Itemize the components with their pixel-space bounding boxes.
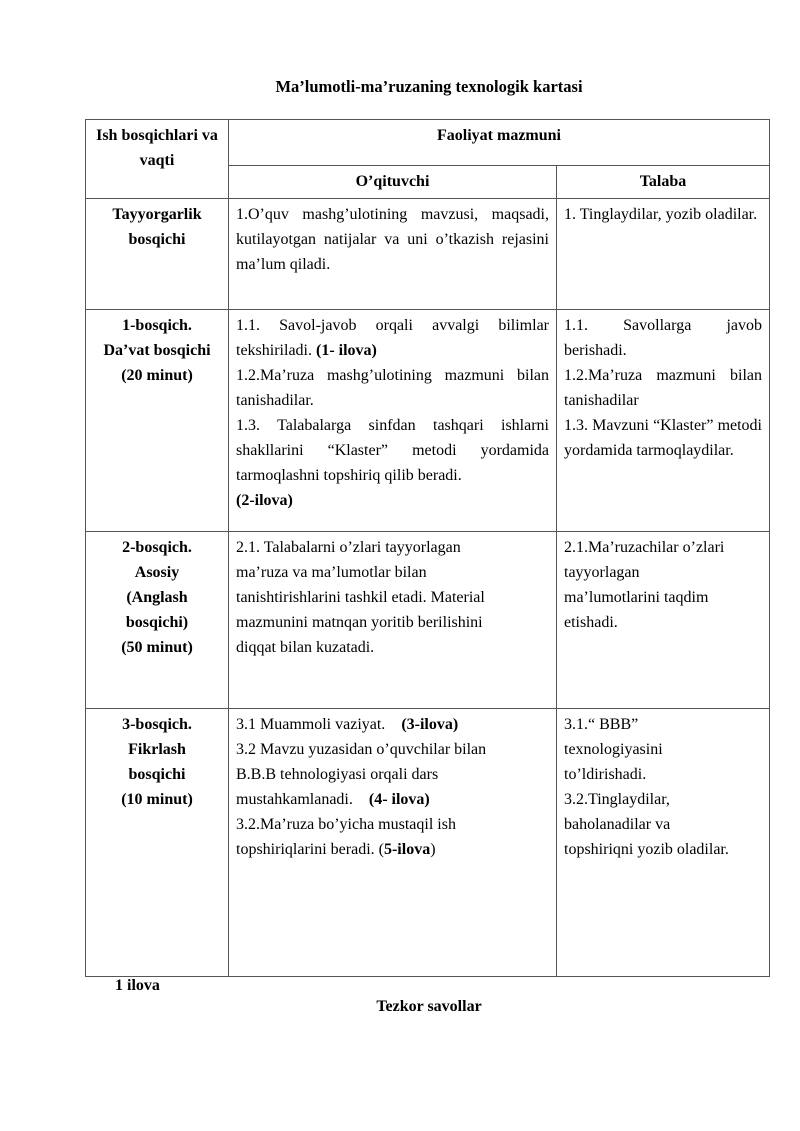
teacher-cell: 1.O’quv mashg’ulotining mavzusi, maqsadi, kutilayotgan natijalar va uni o’tkazish rejasini ma’lum qiladi. — [229, 199, 557, 310]
appendix-label: 1 ilova — [115, 977, 160, 994]
table-row — [86, 310, 770, 532]
technology-card-table — [85, 119, 770, 977]
teacher-cell: 3.1 Muammoli vaziyat. (3-ilova) 3.2 Mavzu yuzasidan o’quvchilar bilan B.B.B tehnologiyasi orqali dars mustahkamlanadi. (4- ilova) 3.2.Ma’ruza bo’yicha mustaqil ish topshiriqlarini beradi. (5-ilova) — [229, 709, 557, 977]
teacher-cell: 1.1. Savol-javob orqali avvalgi bilimlar tekshiriladi. (1- ilova) 1.2.Ma’ruza mashg’ulotining mazmuni bilan tanishadilar. 1.3. Talabalarga sinfdan tashqari ishlarni shakllarini “Klaster” metodi yordamida tarmoqlashni topshiriq qilib beradi. (2-ilova) — [229, 310, 557, 532]
stage-cell: 3-bosqich. Fikrlash bosqichi (10 minut) — [86, 709, 229, 977]
stage-column-header: Ish bosqichlari va vaqti — [86, 120, 229, 199]
teacher-cell: 2.1. Talabalarni o’zlari tayyorlagan ma’ruza va ma’lumotlar bilan tanishtirishlarini tashkil etadi. Material mazmunini matnqan yoritib berilishini diqqat bilan kuzatadi. — [229, 532, 557, 709]
student-cell: 3.1.“ BBB” texnologiyasini to’ldirishadi. 3.2.Tinglaydilar, baholanadilar va topshiriqni yozib oladilar. — [557, 709, 770, 977]
appendix-reference: 5-ilova — [383, 841, 431, 858]
student-column-header: Talaba — [557, 166, 770, 199]
stage-cell: 2-bosqich. Asosiy (Anglash bosqichi) (50 minut) — [86, 532, 229, 709]
appendix-title: Tezkor savollar — [376, 998, 482, 1015]
table-row — [86, 709, 770, 977]
appendix-reference: (1- ilova) — [315, 342, 377, 359]
content-column-header: Faoliyat mazmuni — [229, 120, 770, 166]
student-cell: 2.1.Ma’ruzachilar o’zlari tayyorlagan ma’lumotlarini taqdim etishadi. — [557, 532, 770, 709]
table-row — [86, 199, 770, 310]
table-row — [86, 532, 770, 709]
appendix-reference: (2-ilova) — [236, 492, 293, 509]
student-cell: 1. Tinglaydilar, yozib oladilar. — [557, 199, 770, 310]
table-header-row — [86, 120, 770, 166]
teacher-column-header: O’qituvchi — [229, 166, 557, 199]
stage-cell: Tayyorgarlik bosqichi — [86, 199, 229, 310]
stage-cell: 1-bosqich. Da’vat bosqichi (20 minut) — [86, 310, 229, 532]
document-title: Ma’lumotli-ma’ruzaning texnologik kartasi — [275, 77, 583, 96]
student-cell: 1.1. Savollarga javob berishadi. 1.2.Ma’ruza mazmuni bilan tanishadilar 1.3. Mavzuni “Klaster” metodi yordamida tarmoqlaydilar. — [557, 310, 770, 532]
appendix-reference: (4- ilova) — [368, 791, 430, 808]
appendix-reference: (3-ilova) — [401, 716, 459, 733]
